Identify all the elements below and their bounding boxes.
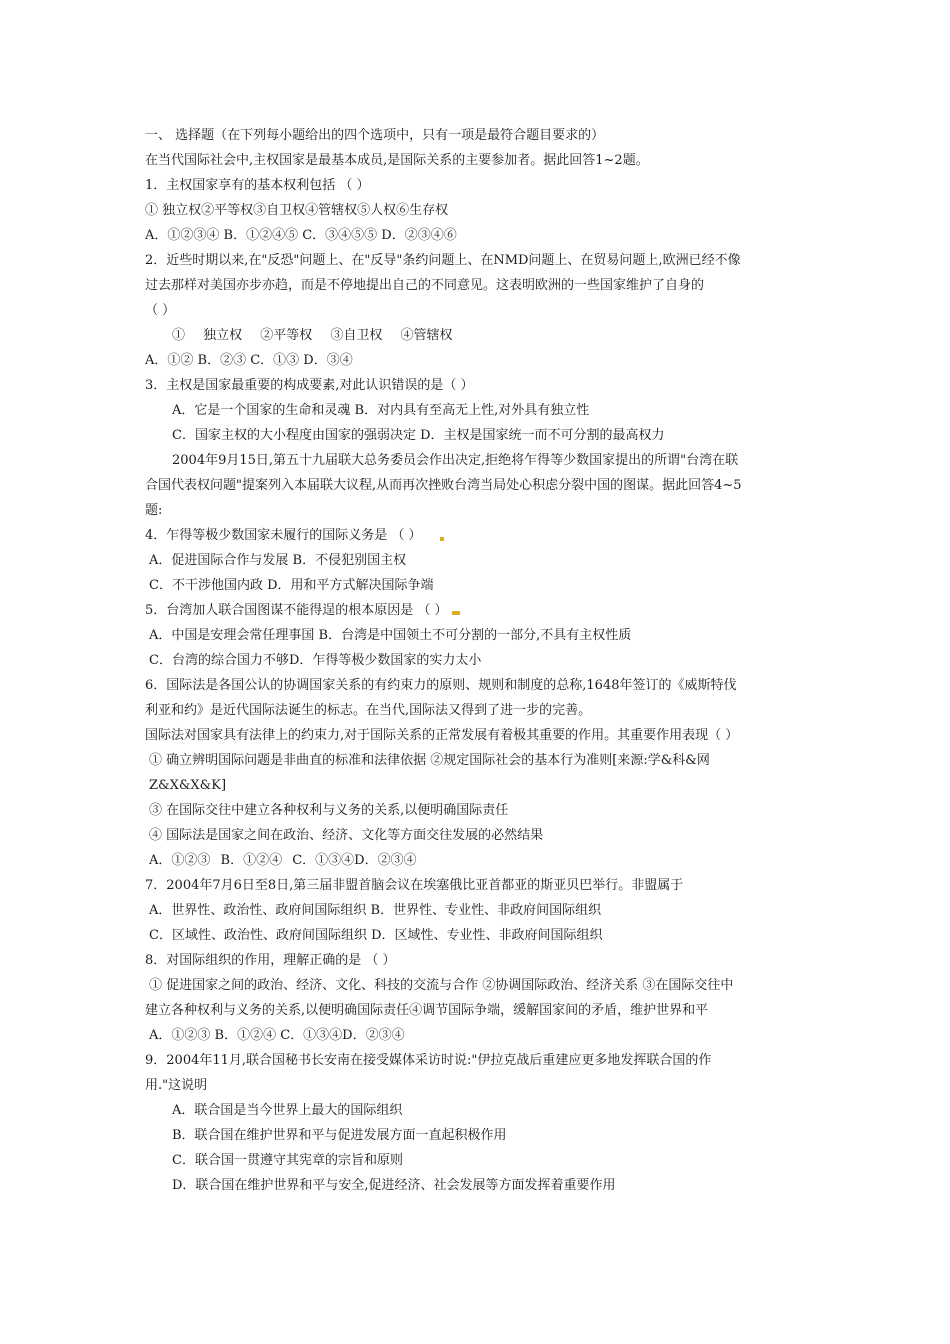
question-7-options-ab: A．世界性、政治性、政府间国际组织 B．世界性、专业性、非政府间国际组织 bbox=[149, 903, 602, 918]
question-2-paren: （ ） bbox=[145, 303, 176, 318]
passage-4-5-end: 题: bbox=[145, 503, 163, 518]
question-2: 2．近些时期以来,在"反恐"问题上、在"反导"条约问题上、在NMD问题上、在贸易问题上,欧洲已经不像 bbox=[145, 253, 741, 268]
question-6-item-4: ④ 国际法是国家之间在政治、经济、文化等方面交往发展的必然结果 bbox=[149, 828, 544, 843]
passage-4-5-cont: 合国代表权问题"提案列入本届联大议程,从而再次挫败台湾当局处心积虑分裂中国的图谋。据此回答4~5 bbox=[145, 478, 742, 493]
question-9-option-b: B．联合国在维护世界和平与促进发展方面一直起积极作用 bbox=[172, 1128, 507, 1143]
question-5-options-cd: C．台湾的综合国力不够D．乍得等极少数国家的实力太小 bbox=[149, 653, 482, 668]
question-6-items-12: ① 确立辨明国际问题是非曲直的标准和法律依据 ②规定国际社会的基本行为准则[来源:学&科&网 bbox=[149, 753, 710, 768]
question-6-options: A．①②③ B．①②④ C．①③④D．②③④ bbox=[149, 853, 417, 868]
section-heading: 一、 选择题（在下列每小题给出的四个选项中，只有一项是最符合题目要求的） bbox=[145, 128, 605, 143]
question-2-cont: 过去那样对美国亦步亦趋，而是不停地提出自己的不同意见。这表明欧洲的一些国家维护了自身的 bbox=[145, 278, 705, 293]
question-6-source: Z&X&X&K] bbox=[149, 778, 227, 793]
passage-4-5: 2004年9月15日,第五十九届联大总务委员会作出决定,拒绝将乍得等少数国家提出的所谓"台湾在联 bbox=[172, 453, 739, 468]
question-9-option-d: D．联合国在维护世界和平与安全,促进经济、社会发展等方面发挥着重要作用 bbox=[172, 1178, 616, 1193]
question-8-items: ① 促进国家之间的政治、经济、文化、科技的交流与合作 ②协调国际政治、经济关系 ③在国际交往中 bbox=[149, 978, 734, 993]
question-6-item-3: ③ 在国际交往中建立各种权利与义务的关系,以便明确国际责任 bbox=[149, 803, 509, 818]
question-8-items-cont: 建立各种权利与义务的关系,以便明确国际责任④调节国际争端，缓解国家间的矛盾，维护世界和平 bbox=[145, 1003, 709, 1018]
question-8: 8．对国际组织的作用，理解正确的是 （ ） bbox=[145, 953, 396, 968]
question-3: 3．主权是国家最重要的构成要素,对此认识错误的是（ ） bbox=[145, 378, 474, 393]
question-2-items: ① 独立权 ②平等权 ③自卫权 ④管辖权 bbox=[172, 328, 453, 343]
question-1-items: ① 独立权②平等权③自卫权④管辖权⑤人权⑥生存权 bbox=[145, 203, 449, 218]
question-6: 6．国际法是各国公认的协调国家关系的有约束力的原则、规则和制度的总称,1648年签订的《威斯特伐 bbox=[145, 678, 737, 693]
question-4: 4．乍得等极少数国家未履行的国际义务是 （ ） bbox=[145, 528, 422, 543]
question-3-options-ab: A．它是一个国家的生命和灵魂 B．对内具有至高无上性,对外具有独立性 bbox=[172, 403, 590, 418]
question-6-stem: 国际法对国家具有法律上的约束力,对于国际关系的正常发展有着极其重要的作用。其重要作用表现（ ） bbox=[145, 728, 739, 743]
question-3-options-cd: C．国家主权的大小程度由国家的强弱决定 D．主权是国家统一而不可分割的最高权力 bbox=[172, 428, 665, 443]
question-9-cont: 用."这说明 bbox=[145, 1078, 208, 1093]
question-4-options-ab: A．促进国际合作与发展 B．不侵犯别国主权 bbox=[149, 553, 407, 568]
highlight-mark bbox=[440, 537, 444, 541]
question-1: 1．主权国家享有的基本权利包括 （ ） bbox=[145, 178, 370, 193]
question-4-options-cd: C．不干涉他国内政 D．用和平方式解决国际争端 bbox=[149, 578, 434, 593]
question-5: 5．台湾加人联合国图谋不能得逞的根本原因是 （ ） bbox=[145, 603, 448, 618]
question-9-option-c: C．联合国一贯遵守其宪章的宗旨和原则 bbox=[172, 1153, 403, 1168]
question-9: 9．2004年11月,联合国秘书长安南在接受媒体采访时说:"伊拉克战后重建应更多地发挥联合国的作 bbox=[145, 1053, 712, 1068]
question-5-options-ab: A．中国是安理会常任理事国 B．台湾是中国领土不可分割的一部分,不具有主权性质 bbox=[149, 628, 632, 643]
intro-text: 在当代国际社会中,主权国家是最基本成员,是国际关系的主要参加者。据此回答1~2题。 bbox=[145, 153, 649, 168]
question-7: 7．2004年7月6日至8日,第三届非盟首脑会议在埃塞俄比亚首都亚的斯亚贝巴举行。非盟属于 bbox=[145, 878, 684, 893]
question-2-options: A．①② B．②③ C．①③ D．③④ bbox=[145, 353, 353, 368]
highlight-mark bbox=[452, 611, 460, 615]
question-1-options: A．①②③④ B．①②④⑤ C．③④⑤⑤ D．②③④⑥ bbox=[145, 228, 457, 243]
question-7-options-cd: C．区域性、政治性、政府间国际组织 D．区域性、专业性、非政府间国际组织 bbox=[149, 928, 603, 943]
question-8-options: A．①②③ B．①②④ C．①③④D．②③④ bbox=[149, 1028, 405, 1043]
question-6-cont: 利亚和约》是近代国际法诞生的标志。在当代,国际法又得到了进一步的完善。 bbox=[145, 703, 592, 718]
question-9-option-a: A．联合国是当今世界上最大的国际组织 bbox=[172, 1103, 403, 1118]
